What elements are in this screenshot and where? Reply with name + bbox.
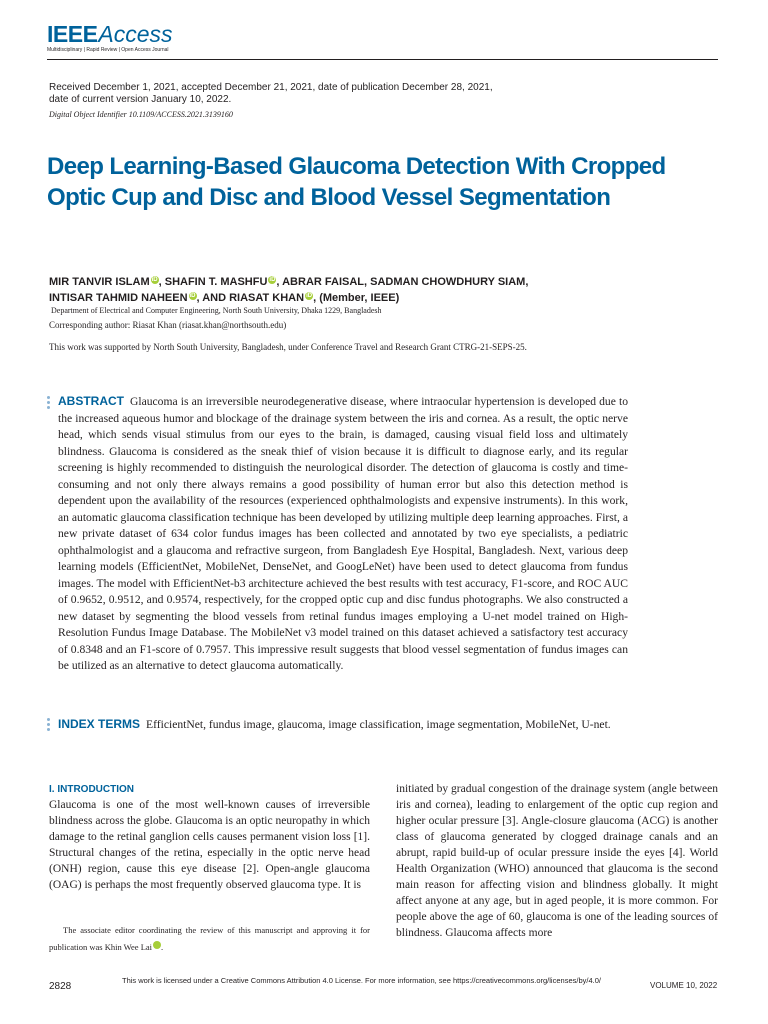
logo-wordmark: IEEEAccess	[47, 21, 173, 47]
body-paragraph: Glaucoma is one of the most well-known causes of irreversible blindness across the globe. Glaucoma is an optic neuropathy in which damage to the retinal ganglion cells causes permanent vision loss [1]. Structural changes of the retina, especially in the optic nerve head (ONH) region, cause this eye disease [2]. Open-angle glaucoma (OAG) is perhaps the most frequently observed glaucoma type. It is	[49, 799, 370, 891]
page-number: 2828	[49, 981, 72, 992]
orcid-icon[interactable]: iD	[189, 293, 196, 299]
orcid-icon[interactable]: iD	[269, 277, 276, 283]
author-membership: , (Member, IEEE)	[313, 292, 400, 304]
affiliation: Department of Electrical and Computer Engineering, North South University, Dhaka 1229, Bangladesh	[51, 306, 382, 315]
index-terms-text: EfficientNet, fundus image, glaucoma, image classification, image segmentation, MobileNet, U-net.	[146, 718, 611, 731]
orcid-icon[interactable]: iD	[153, 941, 161, 949]
abstract	[58, 393, 628, 675]
author-name: , ABRAR FAISAL, SADMAN CHOWDHURY SIAM,	[276, 276, 529, 288]
author-list	[49, 274, 689, 306]
dates-line-2: date of current version January 10, 2022.	[49, 94, 232, 105]
corresponding-author: Corresponding author: Riasat Khan (riasat.khan@northsouth.edu)	[49, 320, 287, 330]
volume-label: VOLUME 10, 2022	[650, 981, 718, 990]
orcid-icon[interactable]: iD	[306, 293, 313, 299]
header-rule	[47, 59, 718, 60]
journal-logo	[47, 22, 173, 53]
funding-statement: This work was supported by North South University, Bangladesh, under Conference Travel and Research Grant CTRG-21-SEPS-25.	[49, 342, 527, 352]
footnote-text: The associate editor coordinating the review of this manuscript and approving it for publication was Khin Wee Lai	[49, 925, 370, 952]
author-line-1	[49, 274, 689, 290]
editor-footnote	[49, 922, 370, 956]
section-heading: I. INTRODUCTION	[49, 784, 134, 795]
license-notice[interactable]: This work is licensed under a Creative Commons Attribution 4.0 License. For more information, see https://creativecommons.org/licenses/by/4.0/	[122, 976, 601, 985]
abstract-heading: ABSTRACT	[58, 394, 124, 408]
author-line-2	[49, 290, 689, 306]
author-name: INTISAR TAHMID NAHEEN	[49, 292, 188, 304]
author-name: , AND RIASAT KHAN	[196, 292, 305, 304]
logo-tagline: Multidisciplinary | Rapid Review | Open Access Journal	[47, 47, 169, 53]
index-terms-heading: INDEX TERMS	[58, 717, 141, 731]
index-terms	[58, 716, 628, 734]
footnote-end: .	[161, 942, 164, 952]
body-column-right	[396, 781, 718, 941]
publication-dates	[49, 82, 609, 106]
author-name: , SHAFIN T. MASHFU	[158, 276, 268, 288]
body-column-left	[49, 783, 370, 893]
orcid-icon[interactable]: iD	[151, 277, 158, 283]
abstract-marker-icon	[47, 396, 52, 411]
paper-title: Deep Learning-Based Glaucoma Detection With Cropped Optic Cup and Disc and Blood Vessel Segmentation	[47, 153, 666, 211]
body-paragraph: initiated by gradual congestion of the drainage system (angle between iris and cornea), leading to enlargement of the optic cup region and higher ocular pressure [3]. Angle-closure glaucoma (ACG) is another class of glaucoma generated by clogged drainage canals and an abrupt, rapid build-up of ocular pressure inside the eyes [4]. World Health Organization (WHO) announced that glaucoma is the second main reason for affecting vision and blindness globally. It might affect anyone at any age, but in aged people, it is more common. For people above the age of 60, glaucoma is one of the leading sources of blindness. Glaucoma affects more	[396, 783, 718, 939]
index-terms-marker-icon	[47, 718, 52, 733]
dates-line-1: Received December 1, 2021, accepted December 21, 2021, date of publication December 28, 2021,	[49, 82, 493, 93]
doi[interactable]: Digital Object Identifier 10.1109/ACCESS.2021.3139160	[49, 110, 233, 119]
author-name: MIR TANVIR ISLAM	[49, 276, 150, 288]
abstract-text: Glaucoma is an irreversible neurodegenerative disease, where intraocular hypertension is developed due to the increased aqueous humor and blockage of the drainage system between the iris and cornea. As a result, the optic nerve head, which sends visual stimulus from our eyes to the brain, is damaged, causing visual field loss and ultimately blindness. Glaucoma is considered as the sneak thief of vision because it is difficult to diagnose early, and its regular screening is highly recommended to distinguish the neurological disorder. The detection of glaucoma is costly and time-consuming and not only there always remains a good possibility of human error but also this detection method is dependent upon the availability of the resources (experienced ophthalmologists and expensive instruments). In this work, an automatic glaucoma classification technique has been developed by utilizing multiple deep learning approaches. First, a new private dataset of 634 color fundus images has been collected and annotated by two eye specialists, a pediatric ophthalmologist and a glaucoma and refractive surgeon, from Bangladesh Eye Hospital, Bangladesh. Next, various deep learning models (EfficientNet, MobileNet, DenseNet, and GoogLeNet) have been used to detect glaucoma from fundus images. The model with EfficientNet-b3 architecture achieved the best results with test accuracy, F1-score, and ROC AUC of 0.9652, 0.9512, and 0.9574, respectively, for the cropped optic cup and disc fundus photographs. We also constructed a new dataset by segmenting the blood vessels from retinal fundus images employing a U-net model trained on High-Resolution Fundus Image Database. The MobileNet v3 model trained on this dataset achieved a satisfactory test accuracy of 0.8348 and an F1-score of 0.7957. This impressive result suggests that blood vessel segmentation of fundus images can be utilized as an alternative to detect glaucoma automatically.	[58, 395, 628, 672]
